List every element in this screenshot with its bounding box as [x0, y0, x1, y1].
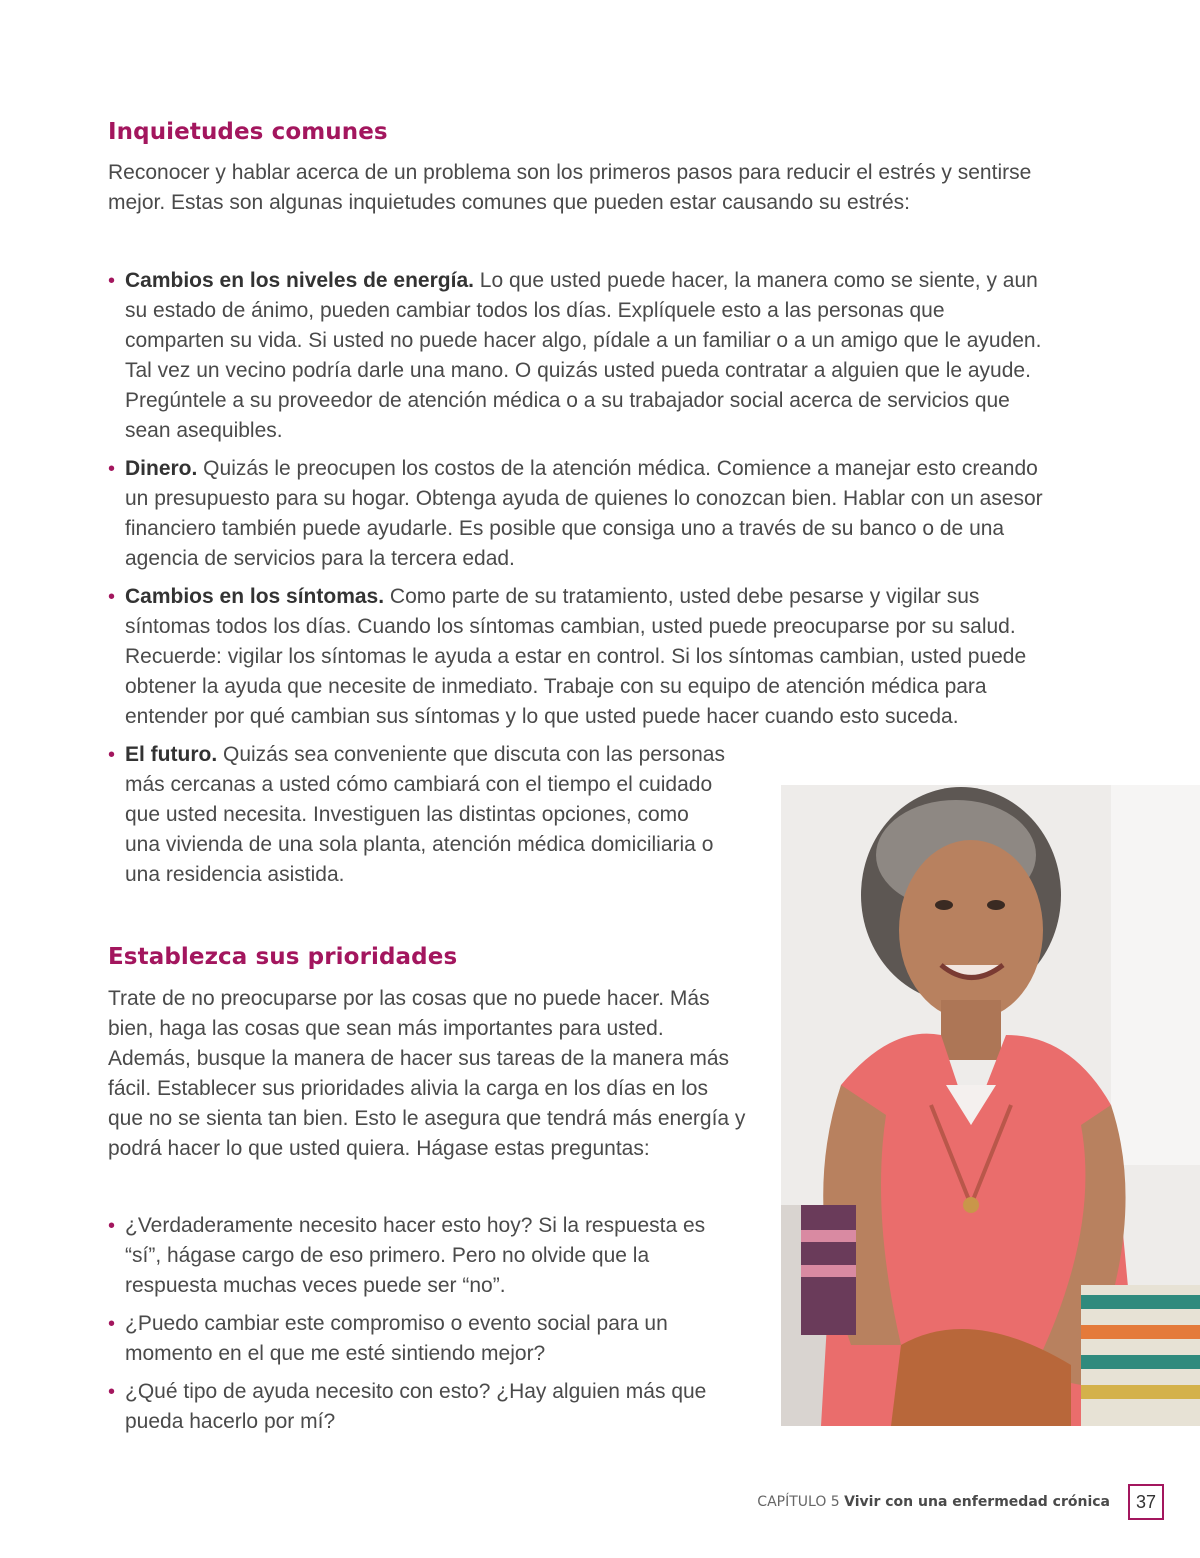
bullet-icon: • [108, 586, 116, 608]
intro-paragraph-prioridades: Trate de no preocuparse por las cosas que no puede hacer. Más bien, haga las cosas que sean más importantes para usted. Además, busque la manera de hacer sus tareas de la manera más fácil. Establecer sus prioridades alivia la carga en los días en los que no se sienta tan bien. Esto le asegura que tendrá más energía y podrá hacer lo que usted quiera. Hágase estas preguntas: [108, 987, 746, 1160]
bullet-text: ¿Qué tipo de ayuda necesito con esto? ¿Hay alguien más que pueda hacerlo por mí? [125, 1380, 707, 1433]
bullet-text: ¿Puedo cambiar este compromiso o evento social para un momento en el que me esté sintiendo mejor? [125, 1312, 668, 1365]
bullet-text: Como parte de su tratamiento, usted debe pesarse y vigilar sus síntomas todos los días. Cuando los síntomas cambian, usted puede preocuparse por su salud. Recuerde: vigilar los síntomas le ayuda a estar en control. Si los síntomas cambian, usted puede obtener la ayuda que necesite de inmediato. Trabaje con su equipo de atención médica para entender por qué cambian sus síntomas y lo que usted puede hacer cuando esto suceda. [125, 585, 1027, 728]
footer-chapter: CAPÍTULO 5 [757, 1494, 840, 1510]
bullet-text: Lo que usted puede hacer, la manera como se siente, y aun su estado de ánimo, pueden cambiar todos los días. Explíquele esto a las personas que comparten su vida. Si usted no puede hacer algo, pídale a un familiar o a un amigo que le ayuden. Tal vez un vecino podría darle una mano. O quizás usted pueda contratar a alguien que le ayude. Pregúntele a su proveedor de atención médica o a su trabajador social acerca de servicios que sean asequibles. [125, 269, 1042, 442]
section-heading-inquietudes: Inquietudes comunes [108, 119, 388, 145]
bullet-term: El futuro. [125, 743, 218, 766]
section-heading-prioridades: Establezca sus prioridades [108, 944, 458, 970]
bullet-term: Dinero. [125, 457, 198, 480]
list-item [108, 1377, 733, 1437]
list-item [108, 1309, 733, 1369]
list-item [108, 740, 728, 890]
intro-paragraph-inquietudes: Reconocer y hablar acerca de un problema son los primeros pasos para reducir el estrés y sentirse mejor. Estas son algunas inquietudes comunes que pueden estar causando su estrés: [108, 161, 1032, 214]
bullet-term: Cambios en los niveles de energía. [125, 269, 474, 292]
bullet-text: Quizás le preocupen los costos de la atención médica. Comience a manejar esto creando un presupuesto para su hogar. Obtenga ayuda de quienes lo conozcan bien. Hablar con un asesor financiero también puede ayudarle. Es posible que consiga uno a través de su banco o de una agencia de servicios para la tercera edad. [125, 457, 1043, 570]
list-item [108, 1211, 733, 1301]
bullet-icon: • [108, 1381, 116, 1403]
footer-chapter-title: Vivir con una enfermedad crónica [844, 1494, 1110, 1510]
woman-illustration [781, 785, 1200, 1426]
bullet-icon: • [108, 1313, 116, 1335]
bullet-icon: • [108, 270, 116, 292]
bullet-text: Quizás sea conveniente que discuta con las personas más cercanas a usted cómo cambiará con el tiempo el cuidado que usted necesita. Investiguen las distintas opciones, como una vivienda de una sola planta, atención médica domiciliaria o una residencia asistida. [125, 743, 725, 886]
page-footer [757, 1494, 1110, 1510]
list-item [108, 266, 1048, 446]
bullet-term: Cambios en los síntomas. [125, 585, 385, 608]
woman-photo [781, 785, 1200, 1426]
list-item [108, 582, 1048, 732]
bullet-text: ¿Verdaderamente necesito hacer esto hoy? Si la respuesta es “sí”, hágase cargo de eso primero. Pero no olvide que la respuesta muchas veces puede ser “no”. [125, 1214, 706, 1297]
list-item [108, 454, 1048, 574]
bullet-icon: • [108, 1215, 116, 1237]
bullet-icon: • [108, 744, 116, 766]
page-number: 37 [1128, 1484, 1164, 1520]
bullet-icon: • [108, 458, 116, 480]
questions-list [108, 1211, 733, 1445]
